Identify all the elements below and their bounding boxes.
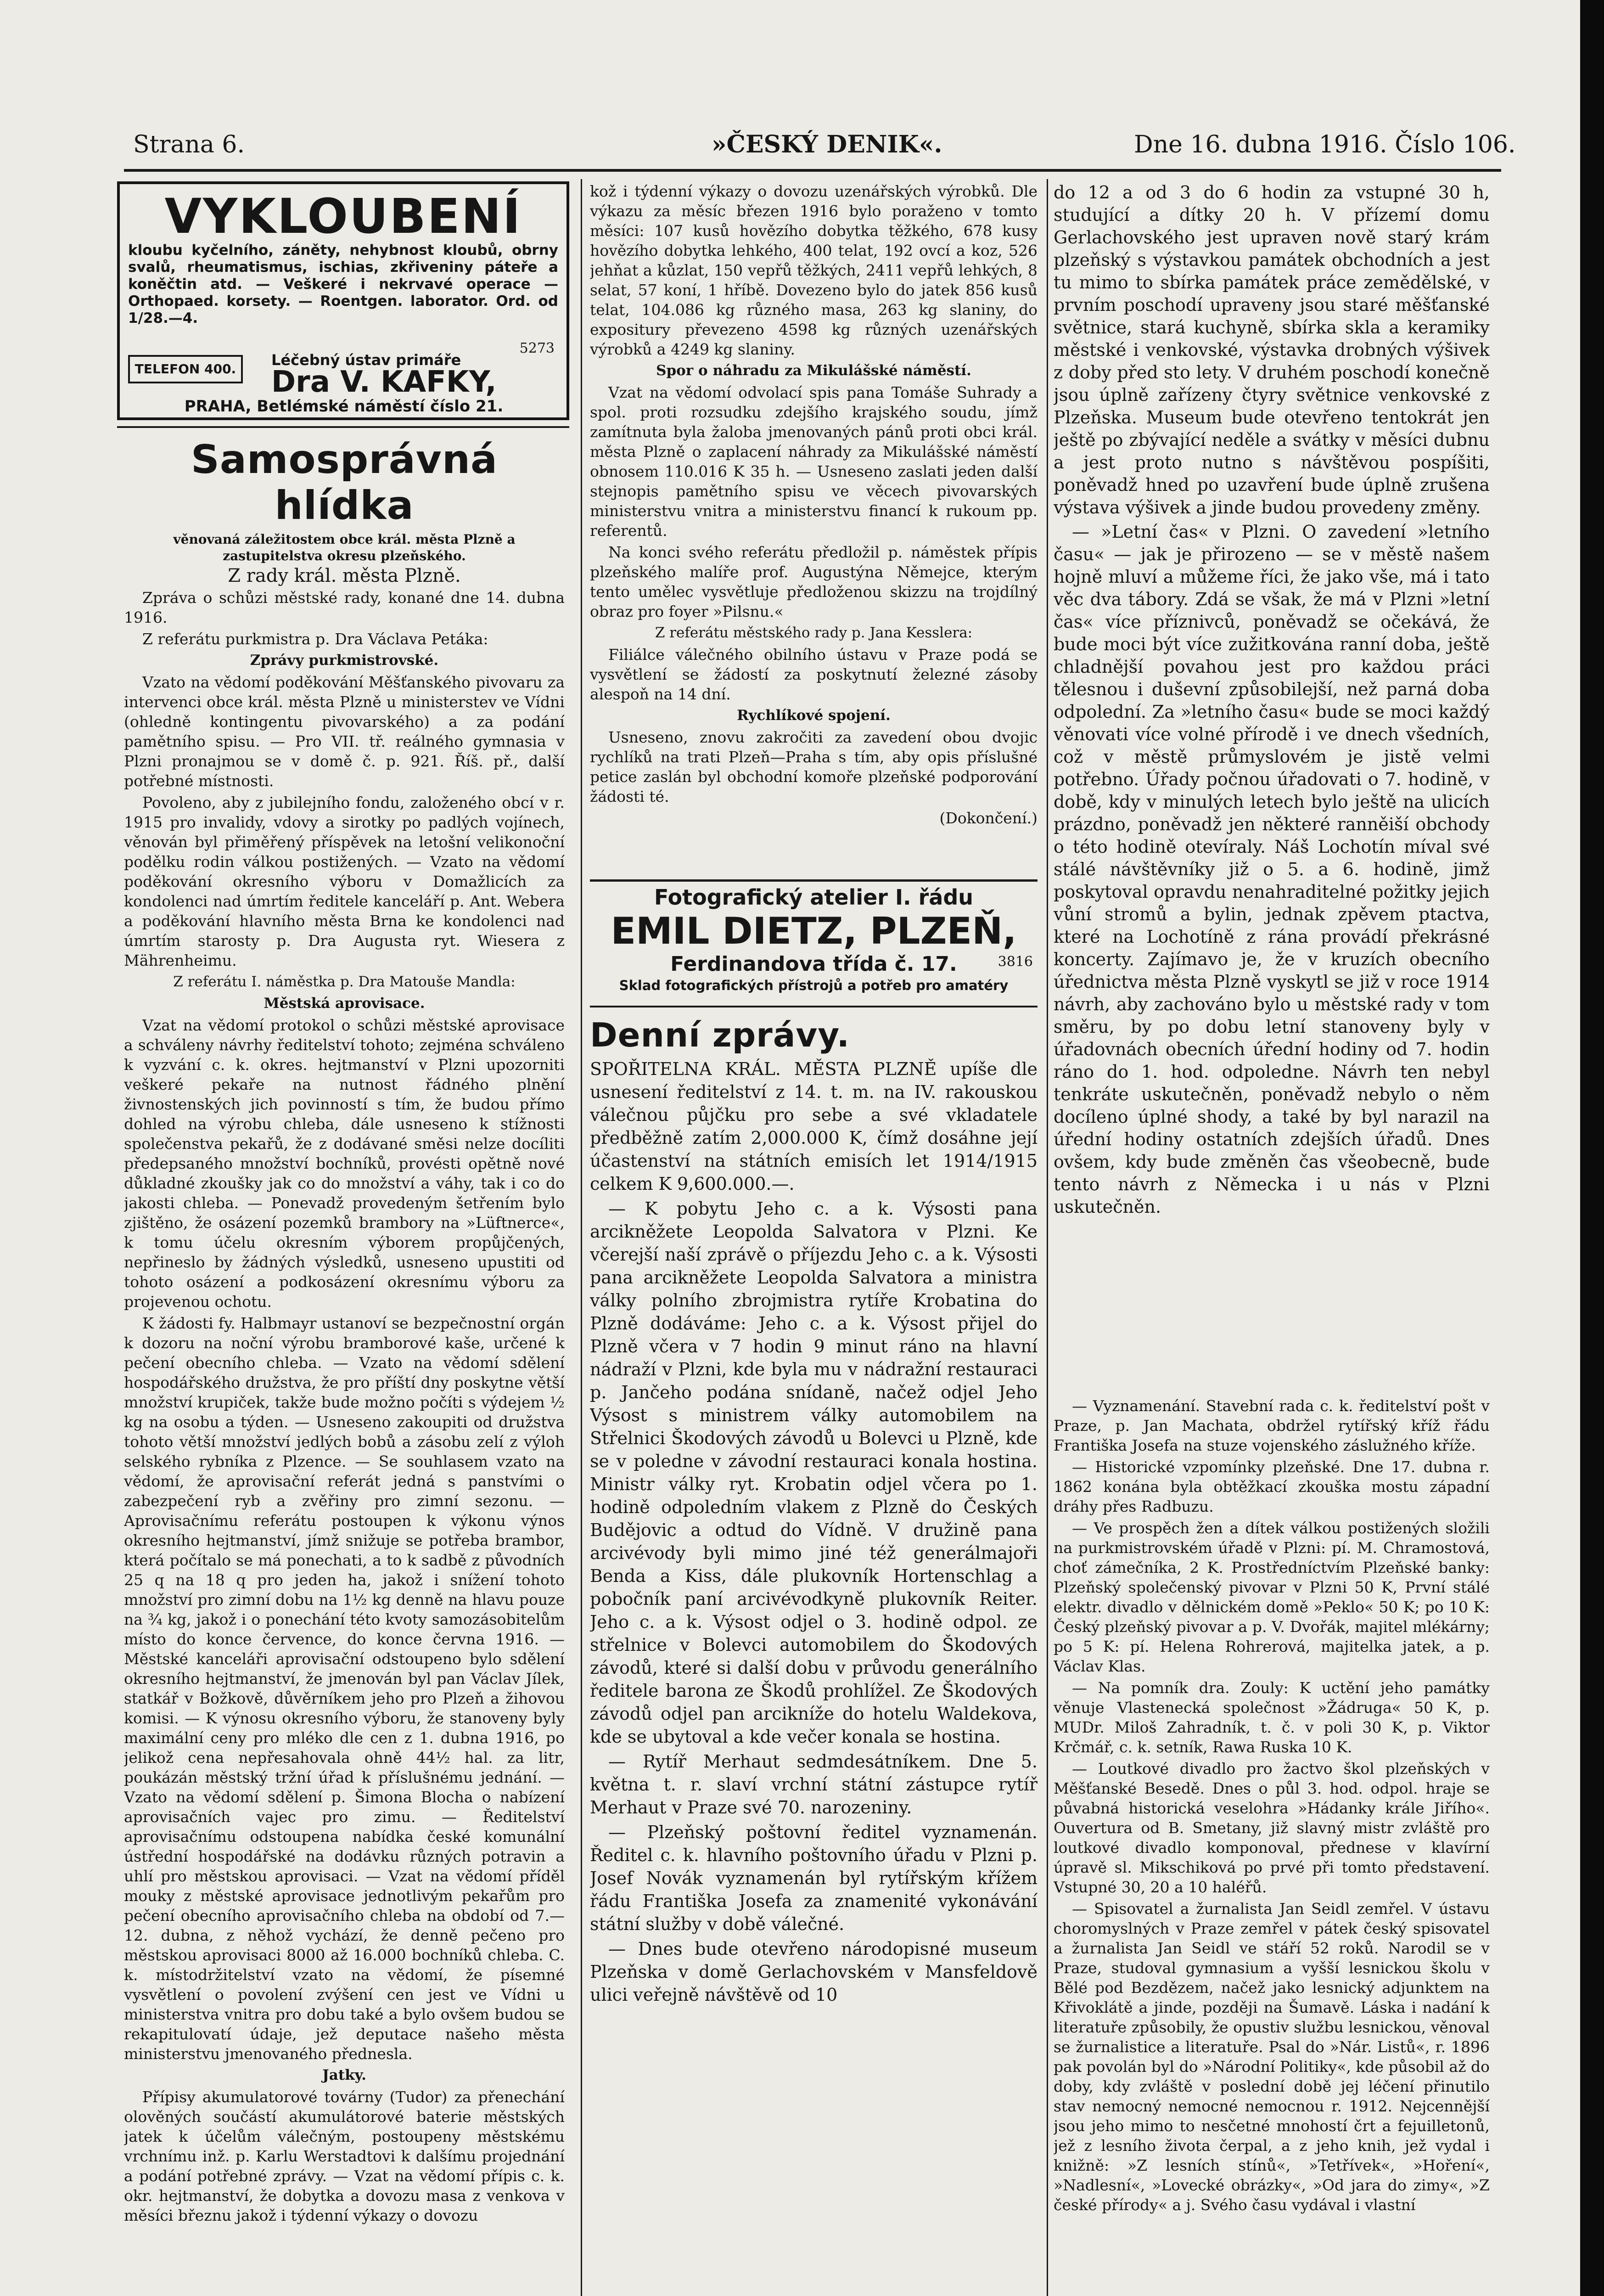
issue-date: Dne 16. dubna 1916. Číslo 106. — [1134, 131, 1516, 158]
column-2-news — [590, 1013, 1038, 2296]
paragraph: Vzato na vědomí poděkování Měšťanského pivovaru za intervenci obce král. města Plzně u ministerstev ve Vídni (ohledně kontingentu pivovarského) a za podání pamětního spisu. — Pro VII. tř. reálného gymnasia v Plzni pronajmou se v domě č. p. 921. Říš. př., další potřebné místnosti. — [124, 673, 565, 790]
advert-text: kloubu kyčelního, záněty, nehybnost kloubů, obrny svalů, rheumatismus, ischias, zkřiveniny páteře a koněčtin atd. — Veškeré i nekrvavé operace — Orthopaed. korsety. — Roentgen. laborator. Ord. od 1/28.—4. — [128, 242, 558, 326]
paragraph: Vzat na vědomí odvolací spis pana Tomáše Suhrady a spol. proti rozsudku zdejšího krajského soudu, jímž zamítnuta byla žaloba jmenovaných pánů proti obci král. města Plzně o zaplacení náhrady za Mikulášské náměstí obnosem 110.016 K 35 h. — Usneseno zaslati jeden další stejnopis pamětního spisu ve věcech pivovarských ministerstvu vnitra a ministerstvu financí k rukoum pp. referentů. — [590, 383, 1038, 540]
news-item: — Dnes bude otevřeno národopisné museum Plzeňska v domě Gerlachovském v Mansfeldově ulici veřejně návštěvě od 10 — [590, 1939, 1038, 2005]
paragraph: Vzat na vědomí protokol o schůzi městské aprovisace a schváleny návrhy ředitelství tohoto; zejména schváleno k vyzvání c. k. okres. hejtmanství v Plzni upozorniti veškeré pekaře na nutnost řádného plnění živnostenských jich povinností s tím, že budou přímo dohled na výrobu chleba, dále usneseno k stížnosti společenstva pekařů, že z dodávané směsi nelze docíliti předepsaného množství bochníků, provésti opětně nové důkladné zkoušky jak co do množství a váhy, tak i co do jakosti chleba. — Ponevadž provedeným šetřením bylo zjištěno, že osázení pozemků brambory na »Lüftnerce«, k tomu účelu okresním výborem propůjčených, nepřineslo by žádných výsledků, usneseno upustiti od tohoto osázení a podkosázení okresnímu výboru za projevenou ochotu. — [124, 1016, 565, 1311]
advert-kafka — [117, 181, 569, 420]
paragraph: Zpráva o schůzi městské rady, konané dne 14. dubna 1916. — [124, 589, 565, 626]
subheading: Z referátu I. náměstka p. Dra Matouše Mandla: — [173, 974, 516, 990]
scan-edge — [1580, 0, 1604, 2296]
advert-rule — [117, 426, 569, 428]
advert-rule-bottom — [590, 1006, 1038, 1007]
advert-dietz-line4: Sklad fotografických přístrojů a potřeb pro amatéry — [619, 978, 1009, 993]
advert-rule-top — [590, 879, 1038, 882]
column-2-top — [590, 181, 1038, 875]
paragraph: Filiálce válečného obilního ústavu v Praze podá se vysvětlení se žádostí za poskytnutí železné zásoby alespoň na 14 dní. — [590, 646, 1038, 703]
subheading: Rychlíkové spojení. — [737, 707, 891, 724]
news-item: — Plzeňský poštovní ředitel vyznamenán. Ředitel c. k. hlavního poštovního úřadu v Plzni p. Josef Novák vyznamenán byl rytířským křížem řádu Františka Josefa za znamenité vykonávání státní služby v době válečné. — [590, 1822, 1038, 1934]
section-subtitle: věnovaná záležitostem obce král. města Plzně a zastupitelstva okresu plzeňského. — [173, 532, 516, 563]
paragraph: K žádosti fy. Halbmayr ustanoví se bezpečnostní orgán k dozoru na noční výrobu bramborové kaše, určené k pečení obecního chleba. — Vzato na vědomí sdělení hospodářského družstva, že pro příští dny poskytne větší množství krupiček, takže bude možno počíti s výdejem ½ kg na osobu a týden. — Usneseno zakoupiti od družstva tohoto větší množství jedlých bobů a zásobu zelí z výloh selského rybníka z Plzence. — Se souhlasem vzato na vědomí, že aprovisační referát jedná s panstvími o zabezpečení ryb a zvěřiny pro zimní sezonu. — Aprovisačnímu referátu postoupen k výkonu výnos okresního hejtmanství, jímž snižuje se potřeba brambor, která počítalo se má ponechati, a to k sadbě z původních 25 q na 18 q pro jeden ha, jakož i snížení tohoto množství pro zimní dobu na 1½ kg denně na hlavu pouze na ¾ kg, jakož i o ponechání této kvoty samozásobitelům místo do konce července, do konce června 1916. — Městské kanceláři aprovisační odstoupeno bylo sdělení okresního hejtmanství, že jmenován byl pan Václav Jílek, statkář v Božkově, důvěrníkem jeho pro Plzeň a žihovou komisi. — K výnosu okresního výboru, že stanoveny byly maximální ceny pro mléko dle cen z 1. dubna 1916, po jelikož cena nepřesahovala ohně 44½ hal. za litr, poukázán městský tržní úřad k příslušnému jednání. — Vzato na vědomí sdělení p. Šimona Blocha o nabízení aprovisačních vajec pro zimu. — Ředitelství aprovisačnímu odstoupena nabídka české komunální ústřední hospodářské na dodávku různých potravin a uhlí pro městskou aprovisaci. — Vzat na vědomí příděl mouky z městské aprovisace jednotlivým pekařům pro pečení obecního aprovisačního chleba na období od 7.—12. dubna, z něhož vychází, že denně pečeno pro městskou aprovisaci 8000 až 16.000 bochníků chleba. C. k. místodržitelství vzato na vědomí, že písemné vysvětlení o povolení zvýšení cen jest ve Vídni u ministerstva vnitra pro dobu také a bylo ovšem budou se rekapitulovatí údaje, jež deputace našeho města ministerstvu jmenovaného předneslа. — [124, 1314, 565, 2063]
advert-number: 5273 — [519, 340, 555, 356]
advert-doctor: Dra V. KAFKY, — [271, 365, 497, 399]
advert-dietz-line1: Fotografický atelier I. řádu — [654, 885, 974, 910]
paragraph: kož i týdenní výkazy o dovozu uzenářských výrobků. Dle výkazu za měsíc březen 1916 bylo poraženo v tomto měsíci: 107 kusů hovězího dobytka těžkého, 678 kusy hovězího dobytka lehkého, 400 telat, 192 ovcí a koz, 526 jehňat a kůzlat, 150 vepřů těžkých, 2411 vepřů lehkých, 8 selat, 57 koní, 1 hříbě. Dovezeno bylo do jatek 856 kusů telat, 104.086 kg různého masa, 263 kg slaniny, do expositury převezeno 4598 kg různých uzenářských výrobků a 4249 kg slaniny. — [590, 182, 1038, 358]
paragraph: Usneseno, znovu zakročiti za zavedení obou dvojic rychlíků na trati Plzeň—Praha s tím, aby opis příslušné petice zaslán byl obchodní komoře plzeňské podporování žádosti té. — [590, 728, 1038, 805]
news-item: — Ve prospěch žen a dítek válkou postižených složili na purkmistrovském úřadě v Plzni: pí. M. Chramostová, choť zámečníka, 2 K. Prostředníctvím Plzeňské banky: Plzeňský společenský pivovar v Plzni 50 K, První stálé elektr. divadlo v dělnickém domě »Peklo« 50 K; po 10 K: Český plzeňský pivovar a p. V. Dvořák, majitel mlékárny; po 5 K: pí. Helena Rohrerová, majitelka jatek, a p. Václav Klas. — [1054, 1519, 1490, 1675]
column-3-short-news — [1054, 1396, 1490, 2296]
news-item: — Historické vzpomínky plzeňské. Dne 17. dubna r. 1862 konána byla obtěžkací zkouška mostu západní dráhy přes Radbuzu. — [1054, 1458, 1490, 1515]
paragraph: Na konci svého referátu předložil p. náměstek přípis plzeňského malíře prof. Augustýna Němejce, kterým tento umělec vysvětluje předloženou skizzu na trojdílný obraz pro foyer »Pilsnu.« — [590, 543, 1038, 620]
subheading: Z referátu městského rady p. Jana Kesslera: — [655, 625, 973, 641]
subheading: Zprávy purkmistrovské. — [250, 652, 439, 669]
column-divider-1 — [581, 179, 582, 2296]
advert-institution: Léčebný ústav primáře — [271, 351, 461, 369]
page-number: Strana 6. — [133, 131, 245, 158]
column-1 — [124, 434, 565, 2296]
news-item: — Vyznamenání. Stavební rada c. k. ředitelství pošt v Praze, p. Jan Machata, obdržel rytířský kříž řádu Františka Josefa na stuze vojenského záslužného kříže. — [1054, 1397, 1490, 1454]
news-item: SPOŘITELNA KRÁL. MĚSTA PLZNĚ upíše dle usnesení ředitelství z 14. t. m. na IV. rakouskou válečnou půjčku pro sebe a své vkladatele předběžně zatím 2,000.000 K, čímž dosáhne její účastenství na státních emisích let 1914/1915 celkem K 9,600.000.—. — [590, 1059, 1038, 1194]
news-item: — Rytíř Merhaut sedmdesátníkem. Dne 5. května t. r. slaví vrchní státní zástupce rytíř Merhaut v Praze své 70. narozeniny. — [590, 1751, 1038, 1818]
advert-dietz — [590, 884, 1038, 1003]
news-item: — Spisovatel a žurnalista Jan Seidl zemřel. V ústavu choromyslných v Praze zemřel v pátek český spisovatel a žurnalista Jan Seidl ve stáří 52 roků. Narodil se v Praze, studoval gymnasium a vyšší lesnickou školu v Bělé pod Bezdězem, načež jako lesnický adjunktem na Křivoklátě a jinde, později na Šumavě. Láska i nadání k literatuře způsobily, že opustiv službu lesnickou, věnoval se žurnalistice a literatuře. Psal do »Nár. Listů«, r. 1896 pak povolán byl do »Národní Politiky«, kde působil až do doby, kdy zvláště v poslední době jej léčení přinutilo stav nemocný nemocné nemocnou r. 1912. Nejcennější jsou jeho mimo to nesčetné mnohostí črt a fejuilletonů, jež z lesního života čerpal, a z jeho knih, jež vydal i knižně: »Z lesních stínů«, »Tetřívek«, »Hoření«, »Nadlesní«, »Lovecké obrázky«, »Od jara do zimy«, »Z české přírody« a j. Svého času vydával i vlastní — [1054, 1900, 1490, 2214]
news-item: do 12 a od 3 do 6 hodin za vstupné 30 h, studující a dítky 20 h. V přízemí domu Gerlachovského jest upraven nově starý krám plzeňský s výstavkou památek obchodních a jest tu mimo to sbírka památek práce zemědělské, v prvním poschodí upraveny jsou staré měšťanské světnice, stará kuchyně, sbírka skla a keramiky městské i venkovské, výstavka drobných výšivek z doby před sto lety. V druhém poschodí konečně jsou úplně zařízeny čtyry světnice venkovské z Plzeňska. Museum bude otevřeno tentokrát jen ještě po zbývající neděle a svátky v měsíci dubnu a jest proto nutno s návštěvou pospíšiti, poněvadž hned po uzavření bude úplně zrušena výstava výšivek a jinde budou provedeny změny. — [1054, 182, 1490, 518]
section-title-denni-zpravy: Denní zprávy. — [590, 1016, 850, 1054]
news-item: — Na pomník dra. Zouly: K uctění jeho památky věnuje Vlastenecká společnost »Žádruga« 50 K, p. MUDr. Miloš Zahradník, t. č. v poli 30 K, p. Viktor Krčmář, c. k. setník, Rawa Ruska 10 K. — [1054, 1679, 1490, 1756]
news-item: — K pobytu Jeho c. a k. Výsosti pana arcikněžete Leopolda Salvatora v Plzni. Ke včerejší naší zprávě o příjezdu Jeho c. a k. Výsosti pana arcikněžete Leopolda Salvatora a ministra války polního zbrojmistra rytíře Krobatina do Plzně dodáváme: Jeho c. a k. Výsost přijel do Plzně včera v 7 hodin 9 minut ráno na hlavní nádraží v Plzni, kde byla mu v nádražní restauraci p. Jančeho podána snídaně, načež odjel Jeho Výsost s ministrem války automobilem na Střelnici Škodových závodů u Bolevci u Plzně, kde se v poledne v závodní restauraci konala hostina. Ministr války ryt. Krobatin odjel včera po 1. hodině odpoledním vlakem z Plzně do Českých Budějovic a odtud do Vídně. V družině pana arcivévody byli mimo jiné též generálmajoři Benda a Kiss, dále plukovník Hortenschlag a pobočník paní arcivévodkyně plukovník Reiter. Jeho c. a k. Výsost odjel o 3. hodině odpol. ze střelnice v Bolevci automobilem do Škodových závodů, které si další dobu v průvodu generálního ředitele barona ze Škodů prohlížel. Ze Škodových závodů odjel pan arcikníže do hotelu Waldekova, kde se ubytoval a kde večer konala se hostina. — [590, 1199, 1038, 1747]
continued-note: (Dokončení.) — [939, 809, 1038, 827]
paragraph: Z referátu purkmistra p. Dra Václava Petáka: — [142, 630, 488, 648]
advert-dietz-address: Ferdinandova třída č. 17. — [670, 952, 957, 976]
subheading: Městská aprovisace. — [264, 995, 425, 1012]
paragraph: Přípisy akumulatorové továrny (Tudor) za přenechání olověných součástí akumulátorové baterie městských jatek k účelům válečným, postoupeny městskému vrchnímu inž. p. Karlu Werstadtovi k dalšímu projednání a podání potřebné zprávy. — Vzat na vědomí přípis c. k. okr. hejtmanství, že dobytka a dovozu masa z venkova v měsíci březnu jakož i týdenní výkazy o dovozu — [124, 2088, 565, 2224]
subsection-rady: Z rady král. města Plzně. — [228, 565, 461, 586]
advert-dietz-name: EMIL DIETZ, PLZEŇ, — [611, 910, 1017, 952]
newspaper-name: »ČESKÝ DENIK«. — [712, 130, 942, 158]
news-item: — »Letní čas« v Plzni. O zavedení »letního času« — jak je přirozeno — se v městě našem hojně mluví a můžeme říci, že jako vše, má i tato věc dva tábory. Zdá se však, že má v Plzni »letní čas« více příznivců, poněvadž se očekává, že bude moci být více zužitkována ranní doba, ještě chladnější povahou jest pro každou práci tělesnou i duševní způsobilejší, než parná doba odpolední. Za »letního času« bude se moci každý věnovati více volné přírodě i ve dnech všedních, což v městě průmyslovém je jistě velmi potřebno. Úřady počnou úřadovati o 7. hodině, v době, kdy v minulých letech bylo ještě na ulicích prázdno, poněvadž jen některé ranněiší obchody o této hodině otevíraly. Náš Lochotín míval své stálé návštěvníky již o 5. a 6. hodině, jimž poskytoval opravdu nenahraditelné požitky jejich vůní stromů a bylin, jednak zpěvem ptactva, které na Lochotíně z rána provádí překrásné koncerty. Zajímavo je, že v kruzích obecního úřednictva města Plzně vyskytl se již v roce 1914 návrh, aby zachováno bylo u městské rady v tom směru, by po dobu letní stanoveny byly v úřadovnách obecních úřední hodiny od 7. hodin ráno do 1. hod. odpoledne. Návrh ten nebyl tenkráte uskutečněn, poněvadž nebylo o něm docíleno úplné shody, a také by byl narazil na úřední hodiny ostatních zdejších úřadů. Dnes ovšem, kdy bude změněn čas všeobecně, bude tento návrh z Německa i u nás v Plzni uskutečněn. — [1054, 522, 1490, 1217]
advert-title: VYKLOUBENÍ — [164, 188, 522, 244]
subheading: Jatky. — [322, 2067, 366, 2083]
telefon-badge: TELEFON 400. — [128, 355, 243, 383]
paragraph: Povoleno, aby z jubilejního fondu, založeného obcí v r. 1915 pro invalidy, vdovy a sirotky po padlých vojínech, věnován byl přiměřený příspěvek na letošní velikonoční podělku rodin válkou postižených. — Vzato na vědomí poděkování okresního výboru v Domažlicích za kondolenci nad úmrtím ředitele kanceláří p. Ant. Webera a poděkování hlavního města Brna ke kondolenci nad úmrtím starosty p. Dra Augusta ryt. Wiesera z Mährenheimu. — [124, 793, 565, 969]
column-divider-2 — [1047, 179, 1048, 2296]
subheading: Spor o náhradu za Mikulášské náměstí. — [656, 362, 971, 379]
section-title-samospravna: Samosprávná hlídka — [191, 437, 498, 529]
news-item: — Loutkové divadlo pro žactvo škol plzeňských v Měšťanské Besedě. Dnes o půl 3. hod. odpol. hraje se půvabná historická veselohra »Hádanky krále Jiřího«. Ouvertura od B. Smetany, již slavný mistr zvláště pro loutkové divadlo komponoval, přednese v klavírní úpravě sl. Mikschiková po prvé při tomto představení. Vstupné 30, 20 a 10 haléřů. — [1054, 1760, 1490, 1896]
advert-dietz-number: 3816 — [998, 954, 1033, 970]
header-rule — [124, 169, 1501, 172]
advert-address: PRAHA, Betlémské náměstí číslo 21. — [184, 397, 504, 416]
